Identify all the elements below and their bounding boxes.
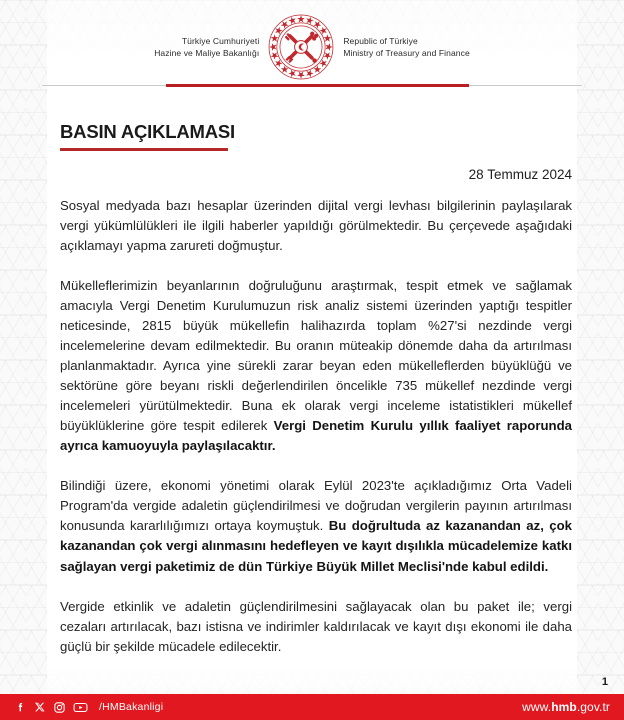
website-brand: hmb bbox=[551, 700, 577, 714]
org-tr-line1: Türkiye Cumhuriyeti bbox=[181, 35, 260, 46]
footer-bar bbox=[0, 694, 624, 720]
masthead bbox=[0, 0, 624, 78]
paragraph-3-emphasis: Bu doğrultuda az kazanandan az, çok kazanandan çok vergi alınmasını hedefleyen ve kayıt dışılıkla mücadelemize katkı sağlayan vergi paketimiz de dün Türkiye Büyük Millet Meclisi'nde kabul edildi. bbox=[60, 518, 573, 574]
org-en-line1: Republic of Türkiye bbox=[343, 35, 418, 46]
org-tr-line2: Hazine ve Maliye Bakanlığı bbox=[154, 48, 260, 58]
paragraph-2-text: Mükelleflerimizin beyanlarının doğruluğunu araştırmak, tespit etmek ve sağlamak amacıyla Vergi Denetim Kurulumuzun risk analiz sistemi üzerinden yaptığı tespitler neticesinde, 2815 büyük mükellefin halihazırda toplam %27'si nezdinde vergi incelemelerine devam edilmektedir. Bu oranın müteakip dönemde daha da artırılması planlanmaktadır. Ayrıca yine sürekli zarar beyan eden mükelleflerden büyüklüğü ve sektörüne göre beyanı riskli değerlendirilen öncelikle 735 mükellef nezdinde vergi incelemeleri yürütülmektedir. Buna ek olarak vergi inceleme istatistikleri mükellef büyüklüklerine göre tespit edilerek bbox=[60, 277, 572, 434]
paragraph-2 bbox=[60, 276, 572, 457]
org-name-turkish bbox=[154, 35, 259, 60]
title-underline bbox=[60, 148, 228, 151]
facebook-icon[interactable] bbox=[14, 701, 27, 714]
org-en-line2: Ministry of Treasury and Finance bbox=[343, 48, 470, 58]
page-title: BASIN AÇIKLAMASI bbox=[60, 121, 235, 142]
website-prefix: www. bbox=[522, 700, 552, 714]
social-links bbox=[14, 701, 163, 714]
title-block bbox=[60, 121, 624, 151]
paragraph-4: Vergide etkinlik ve adaletin güçlendirilmesini sağlayacak olan bu paket ile; vergi cezaları artırılacak, bazı istisna ve indirimler kaldırılacak ve kayıt dışı ekonomi ile daha güçlü bir şekilde mücadele edilecektir. bbox=[60, 598, 572, 654]
x-icon[interactable] bbox=[34, 701, 46, 713]
ministry-emblem-icon bbox=[267, 13, 335, 81]
document-date: 28 Temmuz 2024 bbox=[468, 166, 572, 182]
header-divider bbox=[42, 84, 582, 87]
website-suffix: .gov.tr bbox=[576, 700, 610, 714]
paragraph-3-text: Bilindiği üzere, ekonomi yönetimi olarak Eylül 2023'te açıkladığımız Orta Vadeli Program'da vergide adaletin güçlendirilmesi ve doğrudan vergilerin payının artırılması konusunda kararlılığımızı ortaya koymuştuk. bbox=[60, 478, 572, 534]
org-name-english bbox=[343, 35, 470, 60]
paragraph-2-emphasis: Vergi Denetim Kurulu yıllık faaliyet raporunda ayrıca kamuoyuyla paylaşılacaktır. bbox=[60, 418, 572, 454]
page-number: 1 bbox=[601, 676, 608, 688]
paragraph-3 bbox=[60, 476, 572, 576]
youtube-icon[interactable] bbox=[73, 701, 88, 714]
website-url[interactable] bbox=[522, 700, 610, 714]
social-handle[interactable]: /HMBakanligi bbox=[99, 701, 164, 713]
divider-red-segment bbox=[166, 84, 468, 87]
document-body bbox=[60, 196, 572, 657]
paragraph-1: Sosyal medyada bazı hesaplar üzerinden dijital vergi levhası bilgilerinin paylaşılarak vergi yükümlülükleri ile ilgili haberler yapıldığı görülmektedir. Bu çerçevede aşağıdaki açıklamayı yapma zarureti doğmuştur. bbox=[60, 197, 572, 253]
instagram-icon[interactable] bbox=[53, 701, 66, 714]
